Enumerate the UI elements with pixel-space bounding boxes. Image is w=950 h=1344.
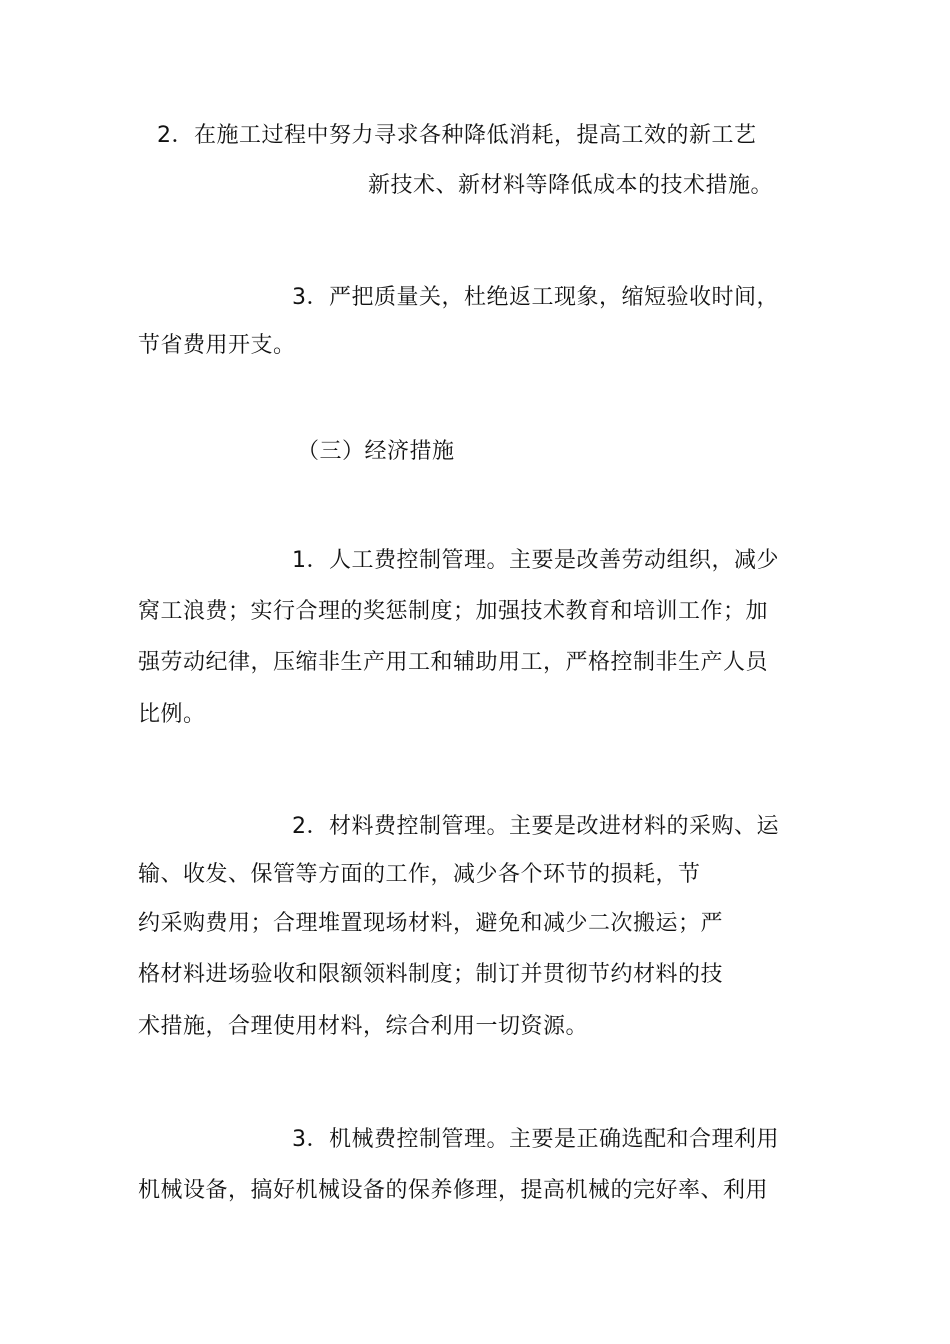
- paragraph-line: 比例。: [138, 702, 206, 727]
- paragraph-line: 约采购费用；合理堆置现场材料，避免和减少二次搬运；严: [138, 911, 724, 936]
- paragraph-line: 格材料进场验收和限额领料制度；制订并贯彻节约材料的技: [138, 962, 724, 987]
- paragraph-line: 3．严把质量关，杜绝返工现象，缩短验收时间，: [292, 285, 779, 310]
- paragraph-line: 2．材料费控制管理。主要是改进材料的采购、运: [292, 814, 779, 839]
- section-heading: （三）经济措施: [297, 439, 455, 464]
- paragraph-line: 强劳动纪律，压缩非生产用工和辅助用工，严格控制非生产人员: [138, 650, 769, 675]
- paragraph-line: 新技术、新材料等降低成本的技术措施。: [368, 173, 774, 198]
- paragraph-line: 输、收发、保管等方面的工作，减少各个环节的损耗，节: [138, 862, 701, 887]
- paragraph-line: 2．在施工过程中努力寻求各种降低消耗，提高工效的新工艺: [157, 123, 757, 148]
- paragraph-line: 术措施，合理使用材料，综合利用一切资源。: [138, 1014, 589, 1039]
- paragraph-line: 窝工浪费；实行合理的奖惩制度；加强技术教育和培训工作；加: [138, 599, 769, 624]
- paragraph-line: 3．机械费控制管理。主要是正确选配和合理利用: [292, 1127, 779, 1152]
- paragraph-line: 1．人工费控制管理。主要是改善劳动组织，减少: [292, 548, 779, 573]
- paragraph-line: 机械设备，搞好机械设备的保养修理，提高机械的完好率、利用: [138, 1178, 769, 1203]
- paragraph-line: 节省费用开支。: [138, 333, 296, 358]
